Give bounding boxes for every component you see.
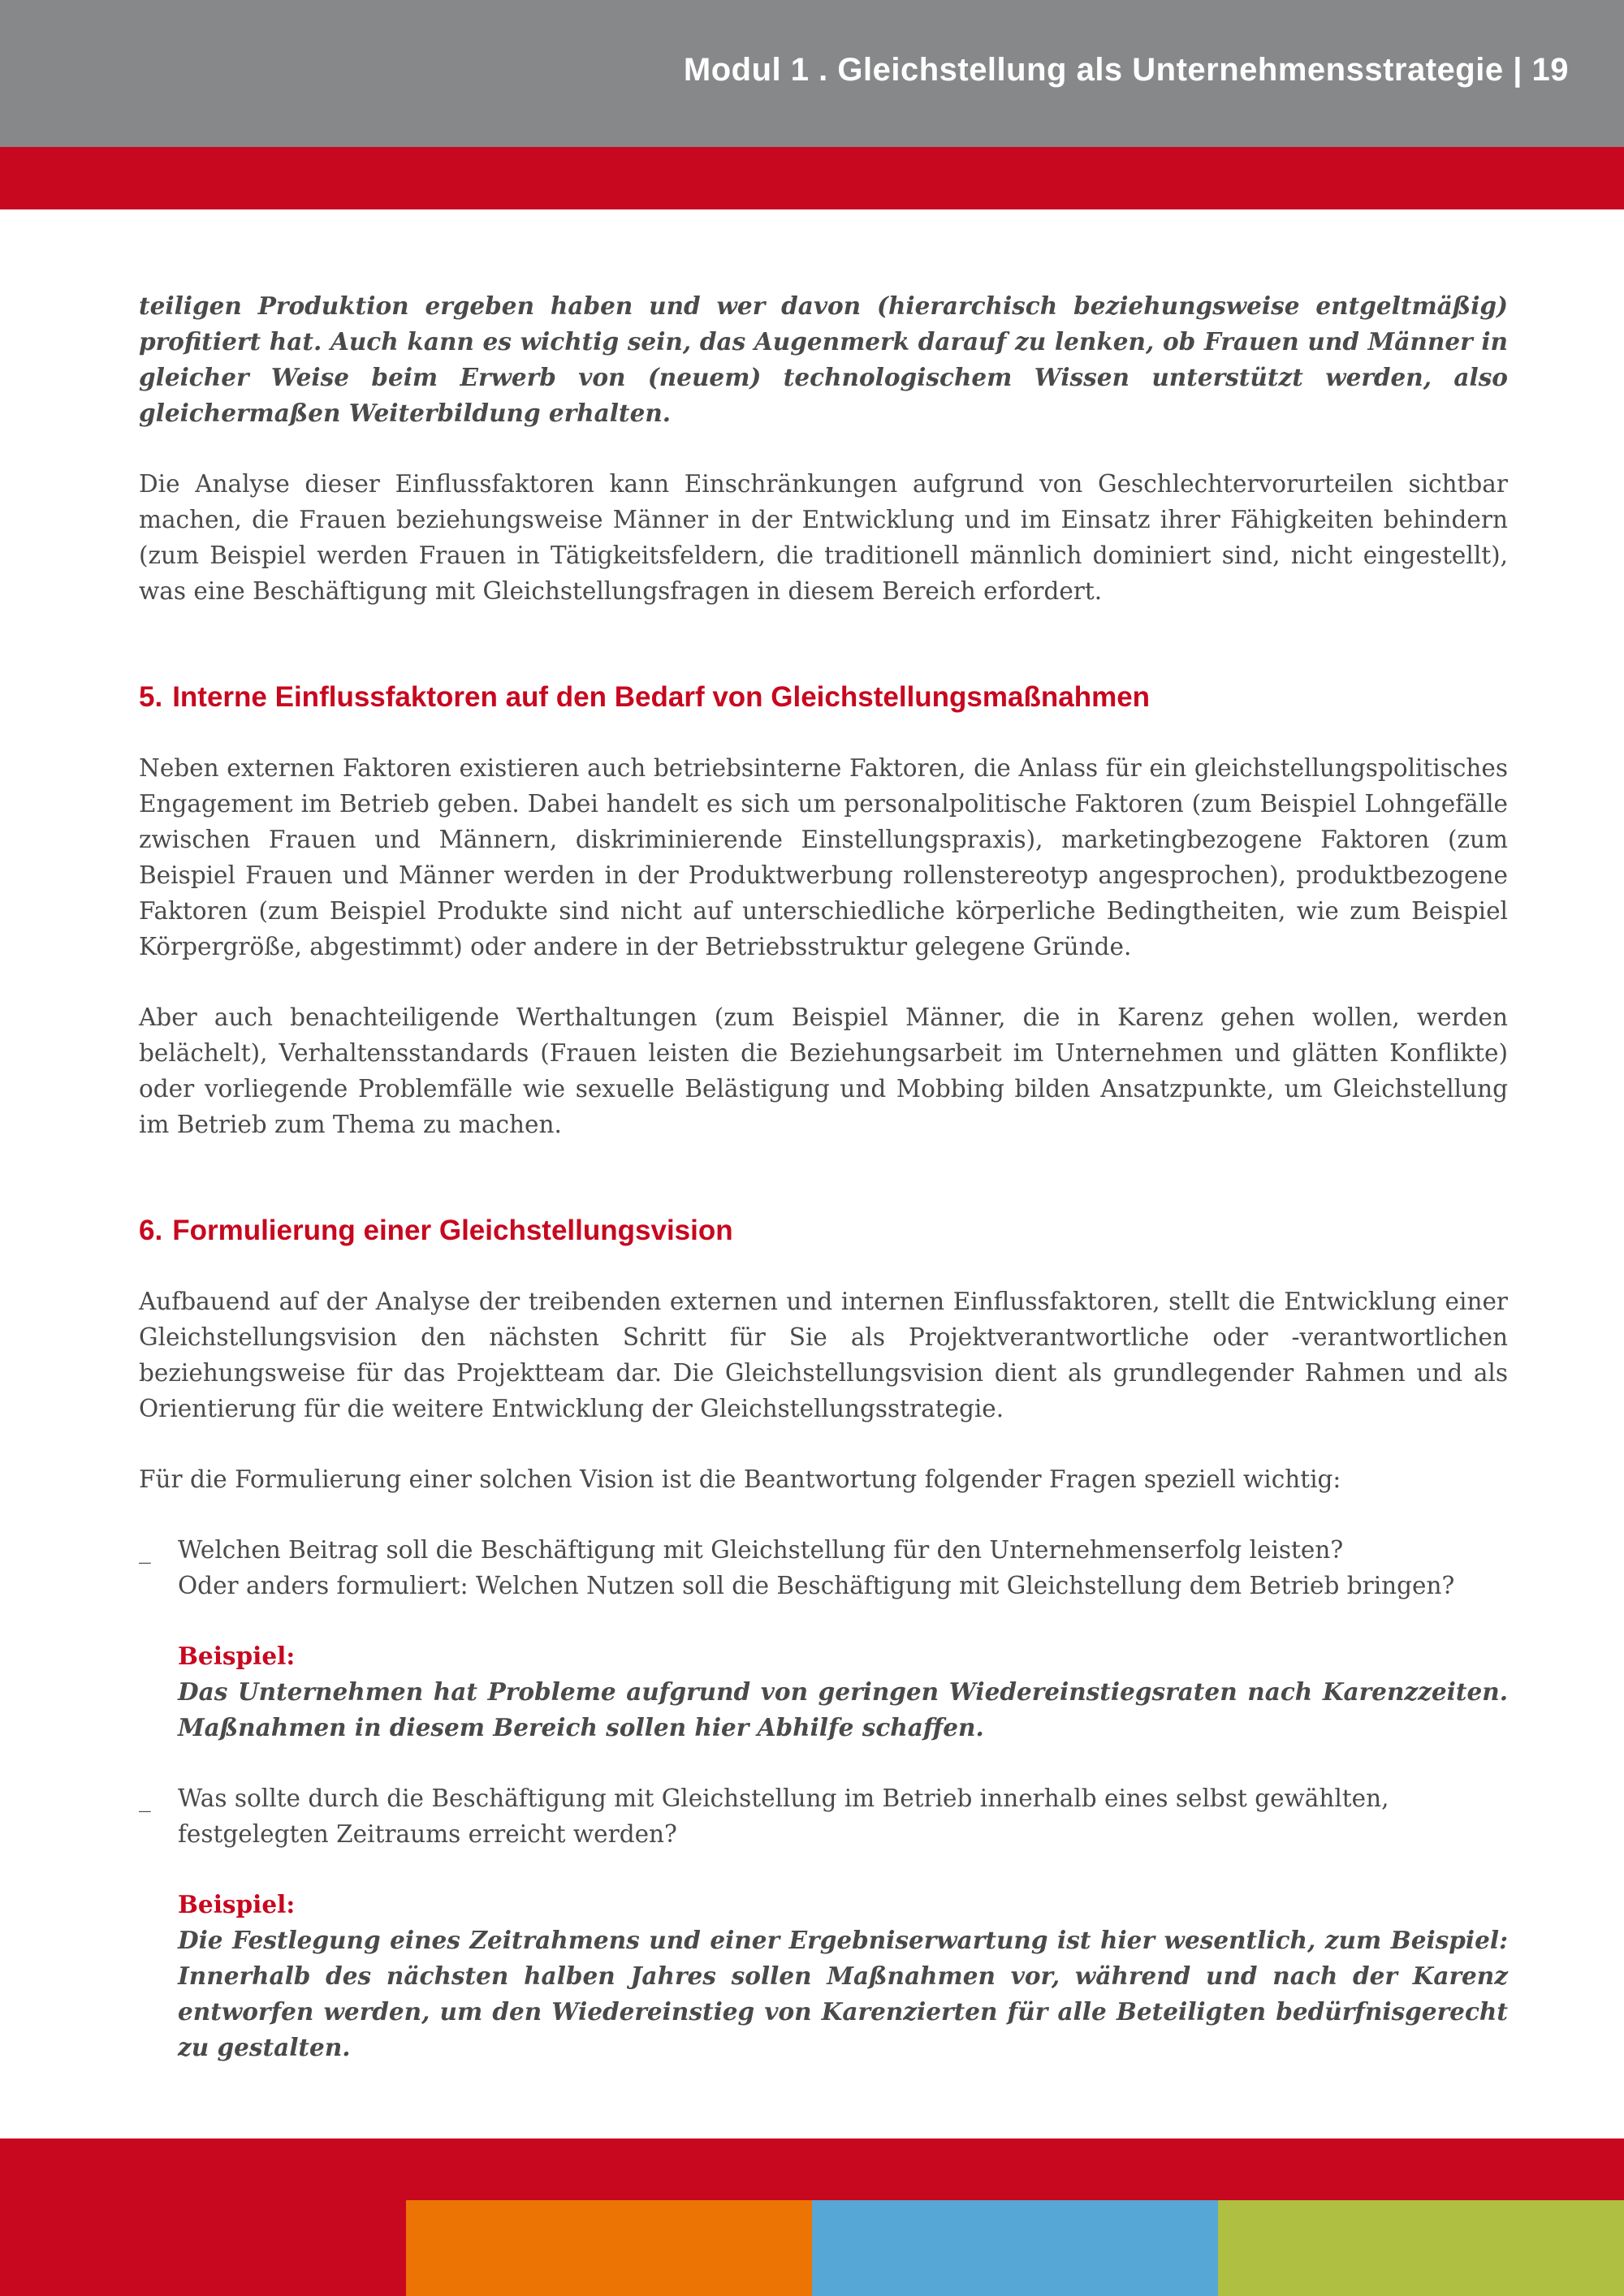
- section-5-title: Interne Einflussfaktoren auf den Bedarf von Gleichstellungsmaßnahmen: [172, 681, 1151, 713]
- example-1-label: Beispiel:: [178, 1642, 296, 1670]
- example-1-text: Das Unternehmen hat Probleme aufgrund von geringen Wiedereinstiegsraten nach Karenzzeiten. Maßnahmen in diesem Bereich sollen hier Abhilfe schaffen.: [178, 1677, 1508, 1741]
- intro-paragraph: Die Analyse dieser Einflussfaktoren kann Einschränkungen aufgrund von Geschlechtervorurteilen sichtbar machen, die Frauen beziehungsweise Männer in der Entwicklung und im Einsatz ihrer Fähigkeiten behindern (zum Beispiel werden Frauen in Tätigkeitsfeldern, die traditionell männlich dominiert sind, nicht eingestellt), was eine Beschäftigung mit Gleichstellungsfragen in diesem Bereich erfordert.: [139, 470, 1508, 605]
- page-content: [139, 288, 1508, 2065]
- section-5-paragraph-1: Neben externen Faktoren existieren auch betriebsinterne Faktoren, die Anlass für ein gleichstellungspolitisches Engagement im Betrieb geben. Dabei handelt es sich um personalpolitische Faktoren (zum Beispiel Lohngefälle zwischen Frauen und Männern, diskriminierende Einstellungspraxis), marketingbezogene Faktoren (zum Beispiel Frauen und Männer werden in der Produktwerbung rollenstereotyp angesprochen), produktbezogene Faktoren (zum Beispiel Produkte sind nicht auf unterschiedliche körperliche Bedingtheiten, wie zum Beispiel Körpergröße, abgestimmt) oder andere in der Betriebsstruktur gelegene Gründe.: [139, 754, 1508, 960]
- bullet-marker: _: [139, 1785, 151, 1812]
- example-block-2: [139, 1887, 1508, 2065]
- section-6-paragraph-2: Für die Formulierung einer solchen Vision ist die Beantwortung folgender Fragen speziell wichtig:: [139, 1465, 1341, 1493]
- example-2-text: Die Festlegung eines Zeitrahmens und einer Ergebniserwartung ist hier wesentlich, zum Beispiel: Innerhalb des nächsten halben Jahres sollen Maßnahmen vor, während und nach der Karenz entworfen werden, um den Wiedereinstieg von Karenzierten für alle Beteiligten bedürfnisgerecht zu gestalten.: [178, 1926, 1508, 2061]
- footer-stripe-blue: [812, 2200, 1218, 2296]
- page-header-title: Modul 1 . Gleichstellung als Unternehmensstrategie | 19: [683, 52, 1569, 88]
- footer-stripe-green: [1218, 2200, 1624, 2296]
- section-5-number: 5.: [139, 681, 163, 713]
- list-item: [139, 1780, 1508, 1852]
- header-bar: [0, 0, 1624, 147]
- bullet-marker: _: [139, 1536, 151, 1564]
- footer-stripe-orange: [406, 2200, 812, 2296]
- header-red-band: [0, 147, 1624, 209]
- section-6-heading: [139, 1213, 1508, 1249]
- list-item: [139, 1532, 1508, 1603]
- intro-lead-paragraph: teiligen Produktion ergeben haben und wer davon (hierarchisch beziehungsweise entgeltmäßig) profitiert hat. Auch kann es wichtig sein, das Augenmerk darauf zu lenken, ob Frauen und Männer in gleicher Weise beim Erwerb von (neuem) technologischem Wissen unterstützt werden, also gleichermaßen Weiterbildung erhalten.: [139, 291, 1508, 427]
- section-6-number: 6.: [139, 1215, 163, 1246]
- section-5-paragraph-2: Aber auch benachteiligende Werthaltungen (zum Beispiel Männer, die in Karenz gehen wollen, werden belächelt), Verhaltensstandards (Frauen leisten die Beziehungsarbeit im Unternehmen und glätten Konflikte) oder vorliegende Problemfälle wie sexuelle Belästigung und Mobbing bilden Ansatzpunkte, um Gleichstellung im Betrieb zum Thema zu machen.: [139, 1003, 1508, 1138]
- section-6-title: Formulierung einer Gleichstellungsvision: [172, 1215, 733, 1246]
- example-block-1: [139, 1638, 1508, 1746]
- bullet-1-line-2: Oder anders formuliert: Welchen Nutzen soll die Beschäftigung mit Gleichstellung dem Betrieb bringen?: [178, 1572, 1455, 1599]
- bullet-1-line-1: Welchen Beitrag soll die Beschäftigung mit Gleichstellung für den Unternehmenserfolg leisten?: [178, 1536, 1344, 1564]
- bullet-2-line-1: Was sollte durch die Beschäftigung mit Gleichstellung im Betrieb innerhalb eines selbst gewählten, festgelegten Zeitraums erreicht werden?: [178, 1785, 1389, 1848]
- example-2-label: Beispiel:: [178, 1890, 296, 1918]
- section-6-paragraph-1: Aufbauend auf der Analyse der treibenden externen und internen Einflussfaktoren, stellt die Entwicklung einer Gleichstellungsvision den nächsten Schritt für Sie als Projektverantwortliche oder -verantwortlichen beziehungsweise für das Projektteam dar. Die Gleichstellungsvision dient als grundlegender Rahmen und als Orientierung für die weitere Entwicklung der Gleichstellungsstrategie.: [139, 1288, 1508, 1422]
- section-5-heading: [139, 680, 1508, 715]
